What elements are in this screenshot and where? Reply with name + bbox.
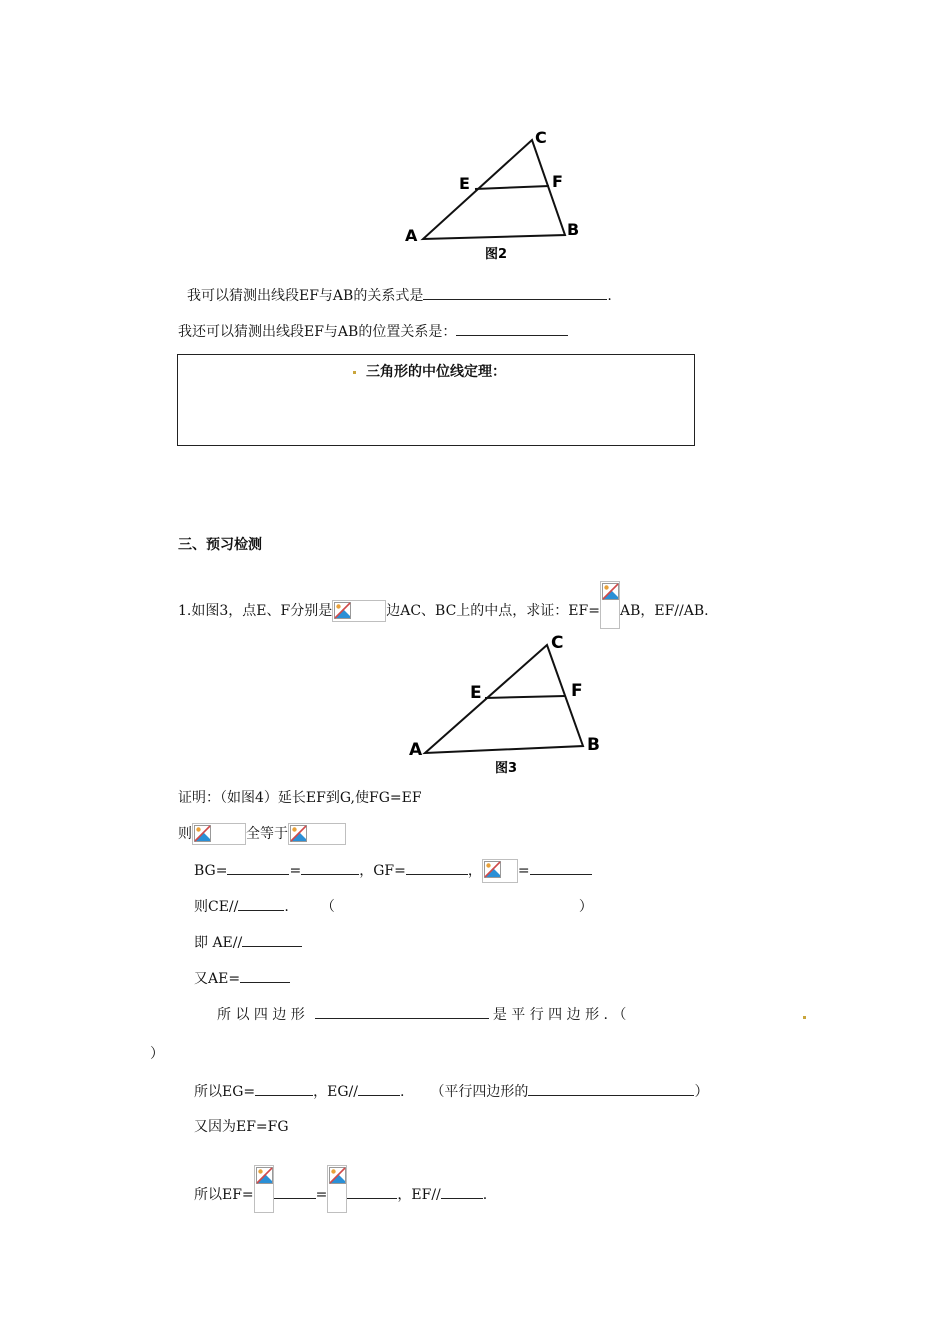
answer-blank[interactable] [274, 1184, 316, 1199]
answer-blank[interactable] [238, 896, 284, 911]
proof-line-3: BG= = ，GF= ， = [194, 859, 592, 883]
answer-blank[interactable] [242, 932, 302, 947]
answer-blank[interactable] [456, 321, 568, 336]
answer-blank[interactable] [528, 1081, 694, 1096]
label-a: A [409, 740, 423, 760]
answer-blank[interactable] [301, 860, 359, 875]
image-placeholder-icon [254, 1165, 274, 1213]
question-1: 1.如图3，点E、F分别是 边AC、BC上的中点，求证：EF= AB，EF//AB. [178, 581, 709, 629]
proof-line-4: 则CE// . （ ） [194, 896, 593, 917]
label-b: B [567, 220, 580, 239]
segment-ef [475, 186, 549, 189]
proof-line-9: 又因为EF=FG [194, 1119, 289, 1135]
image-placeholder-icon [482, 859, 518, 883]
answer-blank[interactable] [423, 285, 607, 300]
proof-line-2: 则 全等于 [178, 823, 346, 845]
answer-blank[interactable] [315, 1004, 489, 1019]
answer-blank[interactable] [406, 860, 468, 875]
section-heading: 三、预习检测 [178, 537, 262, 553]
triangle-abc [423, 140, 565, 239]
proof-line-7-close: ） [150, 1046, 164, 1062]
proof-line-5: 即 AE// [194, 932, 302, 953]
proof-line-8: 所以EG= ，EG// . （平行四边形的 ） [194, 1081, 708, 1102]
guess-relation-line: 我可以猜测出线段EF与AB的关系式是 . [187, 285, 612, 306]
segment-ef [485, 696, 565, 698]
image-placeholder-icon [288, 823, 346, 845]
proof-line-10: 所以EF= = ，EF// . [194, 1165, 487, 1213]
answer-blank[interactable] [227, 860, 289, 875]
answer-blank[interactable] [441, 1184, 483, 1199]
proof-intro: 证明：（如图4）延长EF到G,使FG=EF [178, 790, 422, 806]
proof-line-7: 所 以 四 边 形 是 平 行 四 边 形 . （ [217, 1004, 626, 1025]
image-placeholder-icon [327, 1165, 347, 1213]
label-b: B [587, 735, 600, 755]
image-placeholder-icon [192, 823, 246, 845]
figure-2 [395, 125, 595, 265]
figure-caption: 图3 [495, 761, 518, 776]
answer-blank[interactable] [240, 968, 290, 983]
answer-blank[interactable] [530, 860, 592, 875]
label-f: F [552, 172, 563, 191]
label-f: F [571, 681, 583, 701]
answer-blank[interactable] [255, 1081, 313, 1096]
figure-3 [395, 628, 615, 778]
label-e: E [470, 683, 482, 703]
image-placeholder-icon [600, 581, 620, 629]
theorem-title: 三角形的中位线定理： [366, 364, 506, 380]
answer-blank[interactable] [347, 1184, 397, 1199]
mark-dot [353, 371, 356, 374]
image-placeholder-icon [332, 600, 386, 622]
label-c: C [535, 128, 547, 147]
label-e: E [459, 174, 470, 193]
answer-blank[interactable] [358, 1081, 400, 1096]
mark-dot [803, 1016, 806, 1019]
theorem-box [177, 354, 695, 446]
label-a: A [405, 226, 418, 245]
triangle-abc [425, 645, 583, 753]
label-c: C [551, 633, 564, 653]
proof-line-6: 又AE= [194, 968, 290, 989]
figure-caption: 图2 [485, 247, 508, 262]
guess-position-line: 我还可以猜测出线段EF与AB的位置关系是： [178, 321, 568, 342]
